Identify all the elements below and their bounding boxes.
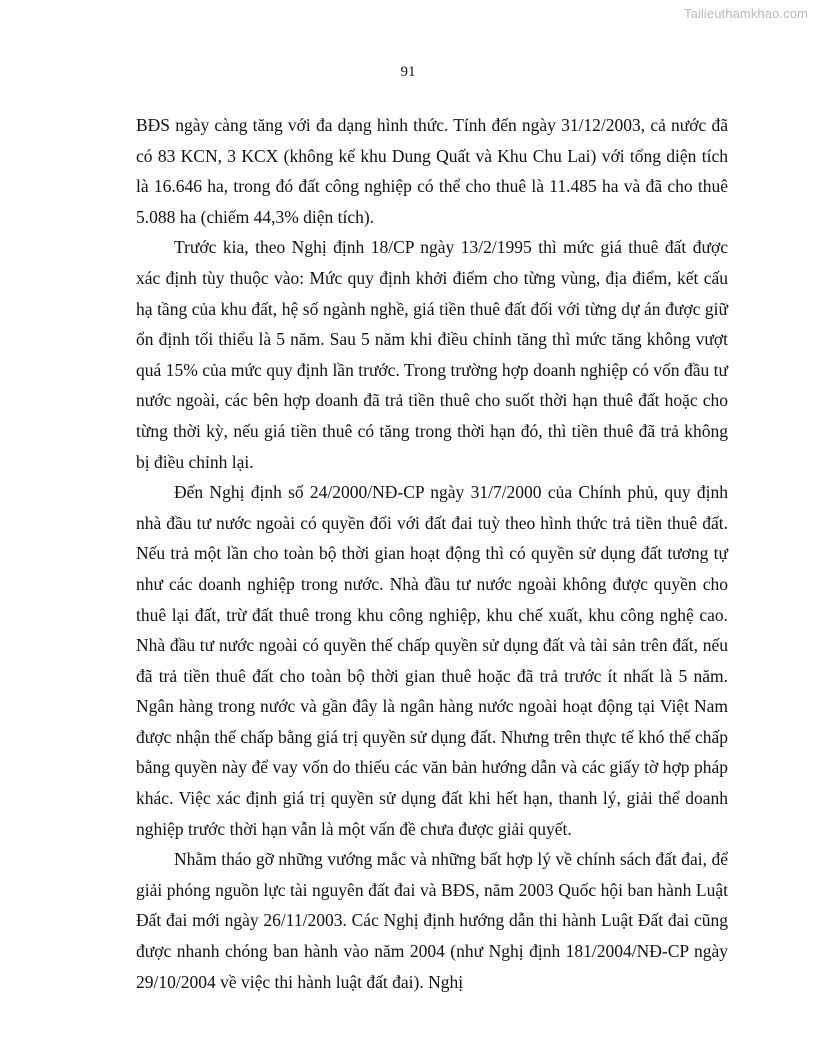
watermark: Tailieuthamkhao.com <box>683 6 808 21</box>
paragraph-decree-24-2000: Đến Nghị định số 24/2000/NĐ-CP ngày 31/7/2000 của Chính phủ, quy định nhà đầu tư nước ngoài có quyền đối với đất đai tuỳ theo hình thức trả tiền thuê đất. Nếu trả một lần cho toàn bộ thời gian hoạt động thì có quyền sử dụng đất tương tự như các doanh nghiệp trong nước. Nhà đầu tư nước ngoài không được quyền cho thuê lại đất, trừ đất thuê trong khu công nghiệp, khu chế xuất, khu công nghệ cao. Nhà đầu tư nước ngoài có quyền thế chấp quyền sử dụng đất và tài sản trên đất, nếu đã trả tiền thuê đất cho toàn bộ thời gian thuê hoặc đã trả trước ít nhất là 5 năm. Ngân hàng trong nước và gần đây là ngân hàng nước ngoài hoạt động tại Việt Nam được nhận thế chấp bằng giá trị quyền sử dụng đất. Nhưng trên thực tế khó thế chấp bằng quyền này để vay vốn do thiếu các văn bản hướng dẫn và các giấy tờ hợp pháp khác. Việc xác định giá trị quyền sử dụng đất khi hết hạn, thanh lý, giải thể doanh nghiệp trước thời hạn vẫn là một vấn đề chưa được giải quyết. <box>136 482 728 839</box>
paragraph-land-rent-decree-18: Trước kia, theo Nghị định 18/CP ngày 13/2/1995 thì mức giá thuê đất được xác định tùy thuộc vào: Mức quy định khởi điểm cho từng vùng, địa điểm, kết cấu hạ tầng của khu đất, hệ số ngành nghề, giá tiền thuê đất đối với từng dự án được giữ ổn định tối thiểu là 5 năm. Sau 5 năm khi điều chỉnh tăng thì mức tăng không vượt quá 15% của mức quy định lần trước. Trong trường hợp doanh nghiệp có vốn đầu tư nước ngoài, các bên hợp doanh đã trả tiền thuê cho suốt thời hạn thuê đất hoặc cho từng thời kỳ, nếu giá tiền thuê có tăng trong thời hạn đó, thì tiền thuê đã trả không bị điều chỉnh lại. <box>136 237 728 472</box>
paragraph-land-law-2003: Nhằm tháo gỡ những vướng mắc và những bất hợp lý về chính sách đất đai, để giải phóng nguồn lực tài nguyên đất đai và BĐS, năm 2003 Quốc hội ban hành Luật Đất đai mới ngày 26/11/2003. Các Nghị định hướng dẫn thi hành Luật Đất đai cũng được nhanh chóng ban hành vào năm 2004 (như Nghị định 181/2004/NĐ-CP ngày 29/10/2004 về việc thi hành luật đất đai). Nghị <box>136 849 728 992</box>
paragraph-continuation: BĐS ngày càng tăng với đa dạng hình thức. Tính đến ngày 31/12/2003, cả nước đã có 83 KCN, 3 KCX (không kể khu Dung Quất và Khu Chu Lai) với tổng diện tích là 16.646 ha, trong đó đất công nghiệp có thể cho thuê là 11.485 ha và đã cho thuê 5.088 ha (chiếm 44,3% diện tích). <box>136 115 728 227</box>
page-number: 91 <box>400 64 416 80</box>
document-body <box>136 110 728 997</box>
